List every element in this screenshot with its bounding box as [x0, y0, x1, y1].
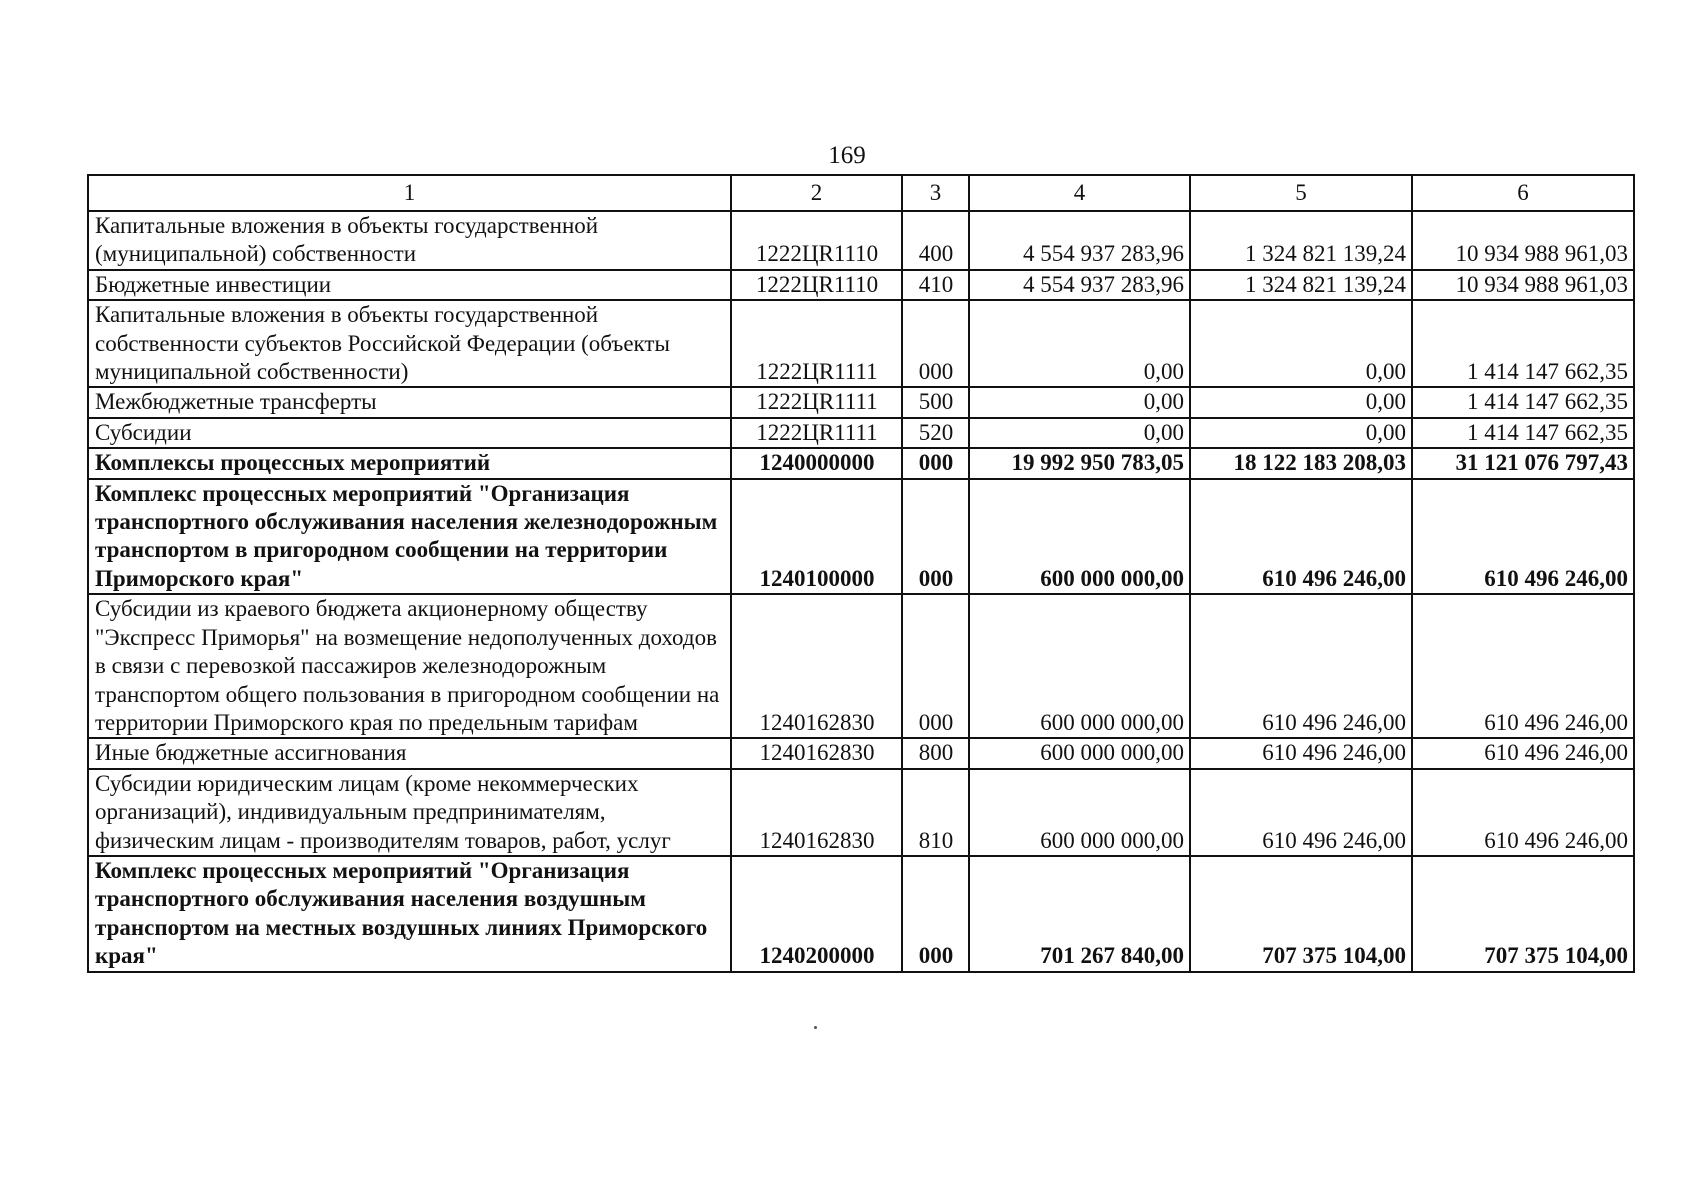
row-expense-type-cell: 410 — [902, 270, 969, 300]
table-row — [88, 418, 1634, 448]
row-name-cell: Бюджетные инвестиции — [88, 270, 731, 300]
row-name-cell: Иные бюджетные ассигнования — [88, 738, 731, 768]
row-name-cell: Комплекс процессных мероприятий "Организация транспортного обслуживания населения воздушным транспортом на местных воздушных линиях Приморского края" — [88, 856, 731, 972]
row-amount-col6: 610 496 246,00 — [1412, 479, 1634, 595]
row-amount-col5: 610 496 246,00 — [1190, 769, 1412, 856]
row-amount-col5: 0,00 — [1190, 300, 1412, 387]
row-code-cell: 1222ЦR1110 — [731, 270, 902, 300]
page-number: 169 — [828, 142, 866, 169]
scan-speck — [814, 1026, 817, 1029]
row-amount-col6: 610 496 246,00 — [1412, 769, 1634, 856]
table-row — [88, 738, 1634, 768]
row-expense-type-cell: 000 — [902, 448, 969, 478]
row-amount-col6: 1 414 147 662,35 — [1412, 387, 1634, 417]
row-amount-col6: 10 934 988 961,03 — [1412, 211, 1634, 270]
row-amount-col4: 0,00 — [969, 418, 1190, 448]
row-expense-type-cell: 500 — [902, 387, 969, 417]
row-amount-col4: 4 554 937 283,96 — [969, 270, 1190, 300]
column-header-6: 6 — [1412, 175, 1634, 211]
row-code-cell: 1240162830 — [731, 594, 902, 738]
column-header-4: 4 — [969, 175, 1190, 211]
row-amount-col5: 0,00 — [1190, 418, 1412, 448]
row-name-cell: Субсидии — [88, 418, 731, 448]
table-row — [88, 769, 1634, 856]
row-code-cell: 1240200000 — [731, 856, 902, 972]
row-amount-col4: 19 992 950 783,05 — [969, 448, 1190, 478]
row-code-cell: 1222ЦR1111 — [731, 418, 902, 448]
table-row — [88, 856, 1634, 972]
row-amount-col4: 701 267 840,00 — [969, 856, 1190, 972]
row-name-cell: Комплексы процессных мероприятий — [88, 448, 731, 478]
row-amount-col6: 707 375 104,00 — [1412, 856, 1634, 972]
row-amount-col4: 4 554 937 283,96 — [969, 211, 1190, 270]
row-expense-type-cell: 000 — [902, 479, 969, 595]
row-name-cell: Субсидии из краевого бюджета акционерному обществу "Экспресс Приморья" на возмещение недополученных доходов в связи с перевозкой пассажиров железнодорожным транспортом общего пользования в пригородном сообщении на территории Приморского края по предельным тарифам — [88, 594, 731, 738]
budget-table — [87, 174, 1635, 973]
row-amount-col6: 10 934 988 961,03 — [1412, 270, 1634, 300]
row-expense-type-cell: 000 — [902, 300, 969, 387]
row-expense-type-cell: 810 — [902, 769, 969, 856]
table-row — [88, 387, 1634, 417]
row-amount-col5: 610 496 246,00 — [1190, 738, 1412, 768]
row-amount-col4: 600 000 000,00 — [969, 738, 1190, 768]
row-amount-col5: 610 496 246,00 — [1190, 594, 1412, 738]
row-amount-col6: 1 414 147 662,35 — [1412, 300, 1634, 387]
row-amount-col5: 18 122 183 208,03 — [1190, 448, 1412, 478]
row-amount-col5: 0,00 — [1190, 387, 1412, 417]
table-header-row — [88, 175, 1634, 211]
column-header-3: 3 — [902, 175, 969, 211]
row-amount-col4: 600 000 000,00 — [969, 479, 1190, 595]
row-code-cell: 1222ЦR1111 — [731, 300, 902, 387]
row-name-cell: Межбюджетные трансферты — [88, 387, 731, 417]
row-amount-col5: 1 324 821 139,24 — [1190, 270, 1412, 300]
row-amount-col5: 610 496 246,00 — [1190, 479, 1412, 595]
table-row — [88, 211, 1634, 270]
row-amount-col6: 31 121 076 797,43 — [1412, 448, 1634, 478]
row-code-cell: 1222ЦR1111 — [731, 387, 902, 417]
row-name-cell: Субсидии юридическим лицам (кроме некоммерческих организаций), индивидуальным предпринимателям, физическим лицам - производителям товаров, работ, услуг — [88, 769, 731, 856]
row-amount-col4: 600 000 000,00 — [969, 594, 1190, 738]
row-name-cell: Комплекс процессных мероприятий "Организация транспортного обслуживания населения железнодорожным транспортом в пригородном сообщении на территории Приморского края" — [88, 479, 731, 595]
row-code-cell: 1240000000 — [731, 448, 902, 478]
column-header-1: 1 — [88, 175, 731, 211]
column-header-2: 2 — [731, 175, 902, 211]
row-amount-col5: 707 375 104,00 — [1190, 856, 1412, 972]
row-name-cell: Капитальные вложения в объекты государственной (муниципальной) собственности — [88, 211, 731, 270]
table-row — [88, 448, 1634, 478]
table-row — [88, 479, 1634, 595]
row-expense-type-cell: 000 — [902, 856, 969, 972]
row-expense-type-cell: 520 — [902, 418, 969, 448]
row-code-cell: 1240162830 — [731, 769, 902, 856]
row-amount-col6: 1 414 147 662,35 — [1412, 418, 1634, 448]
table-row — [88, 300, 1634, 387]
table-body — [88, 211, 1634, 972]
column-header-5: 5 — [1190, 175, 1412, 211]
row-amount-col4: 0,00 — [969, 387, 1190, 417]
row-amount-col5: 1 324 821 139,24 — [1190, 211, 1412, 270]
row-code-cell: 1240162830 — [731, 738, 902, 768]
row-expense-type-cell: 400 — [902, 211, 969, 270]
row-expense-type-cell: 000 — [902, 594, 969, 738]
table-row — [88, 270, 1634, 300]
table-row — [88, 594, 1634, 738]
row-amount-col4: 0,00 — [969, 300, 1190, 387]
row-code-cell: 1222ЦR1110 — [731, 211, 902, 270]
row-amount-col6: 610 496 246,00 — [1412, 594, 1634, 738]
row-name-cell: Капитальные вложения в объекты государственной собственности субъектов Российской Федерации (объекты муниципальной собственности) — [88, 300, 731, 387]
row-code-cell: 1240100000 — [731, 479, 902, 595]
row-amount-col6: 610 496 246,00 — [1412, 738, 1634, 768]
row-amount-col4: 600 000 000,00 — [969, 769, 1190, 856]
row-expense-type-cell: 800 — [902, 738, 969, 768]
